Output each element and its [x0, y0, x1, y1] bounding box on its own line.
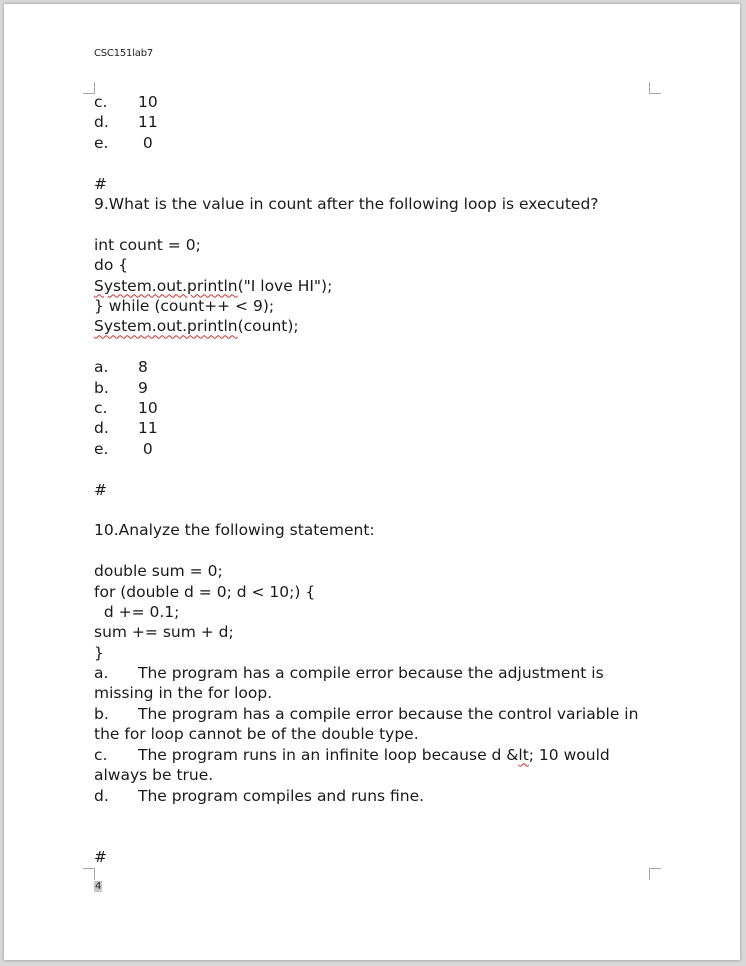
margin-corner-bottom-right	[649, 868, 661, 880]
code-line: System.out.println("I love HI");	[94, 276, 333, 295]
q9-option-a: a. 8	[94, 358, 148, 377]
prev-option-e: e. 0	[94, 133, 153, 152]
spellcheck-flag: System.out.println	[94, 276, 238, 295]
prev-option-c: c. 10	[94, 93, 158, 111]
page-number: 4	[95, 881, 102, 892]
q10-option-b: b. The program has a compile error because the control variable in the for loop cannot be of the double type.	[94, 704, 639, 744]
q9-option-b: b. 9	[94, 378, 148, 397]
q10-option-a: a. The program has a compile error because the adjustment is missing in the for loop.	[94, 664, 604, 703]
margin-corner-bottom-left	[83, 868, 95, 880]
code-line: for (double d = 0; d < 10;) {	[94, 582, 316, 601]
page-header: CSC151lab7	[94, 48, 154, 59]
q10-option-c: c. The program runs in an infinite loop because d &lt; 10 would always be true.	[94, 745, 610, 785]
q9-option-c: c. 10	[94, 398, 158, 417]
q10-option-d: d. The program compiles and runs fine.	[94, 786, 425, 805]
spellcheck-flag: lt	[518, 745, 529, 764]
question-9-text: 9.What is the value in count after the following loop is executed?	[94, 195, 599, 213]
prev-option-d: d. 11	[94, 113, 158, 132]
q9-option-e: e. 0	[94, 439, 153, 458]
code-line: sum += sum + d;	[94, 623, 234, 642]
document-body[interactable]	[94, 92, 654, 867]
code-line: do {	[94, 256, 129, 275]
code-line: } while (count++ < 9);	[94, 296, 275, 315]
code-line: d += 0.1;	[94, 602, 180, 621]
document-page	[4, 4, 740, 960]
code-line: double sum = 0;	[94, 562, 223, 581]
question-10-text: 10.Analyze the following statement:	[94, 521, 375, 540]
code-line: System.out.println(count);	[94, 317, 299, 336]
question-marker: #	[94, 174, 107, 193]
question-marker: #	[94, 480, 107, 499]
question-marker: #	[94, 847, 107, 866]
code-line: }	[94, 643, 104, 662]
code-line: int count = 0;	[94, 235, 201, 254]
q9-option-d: d. 11	[94, 419, 158, 438]
spellcheck-flag: System.out.println	[94, 317, 238, 336]
